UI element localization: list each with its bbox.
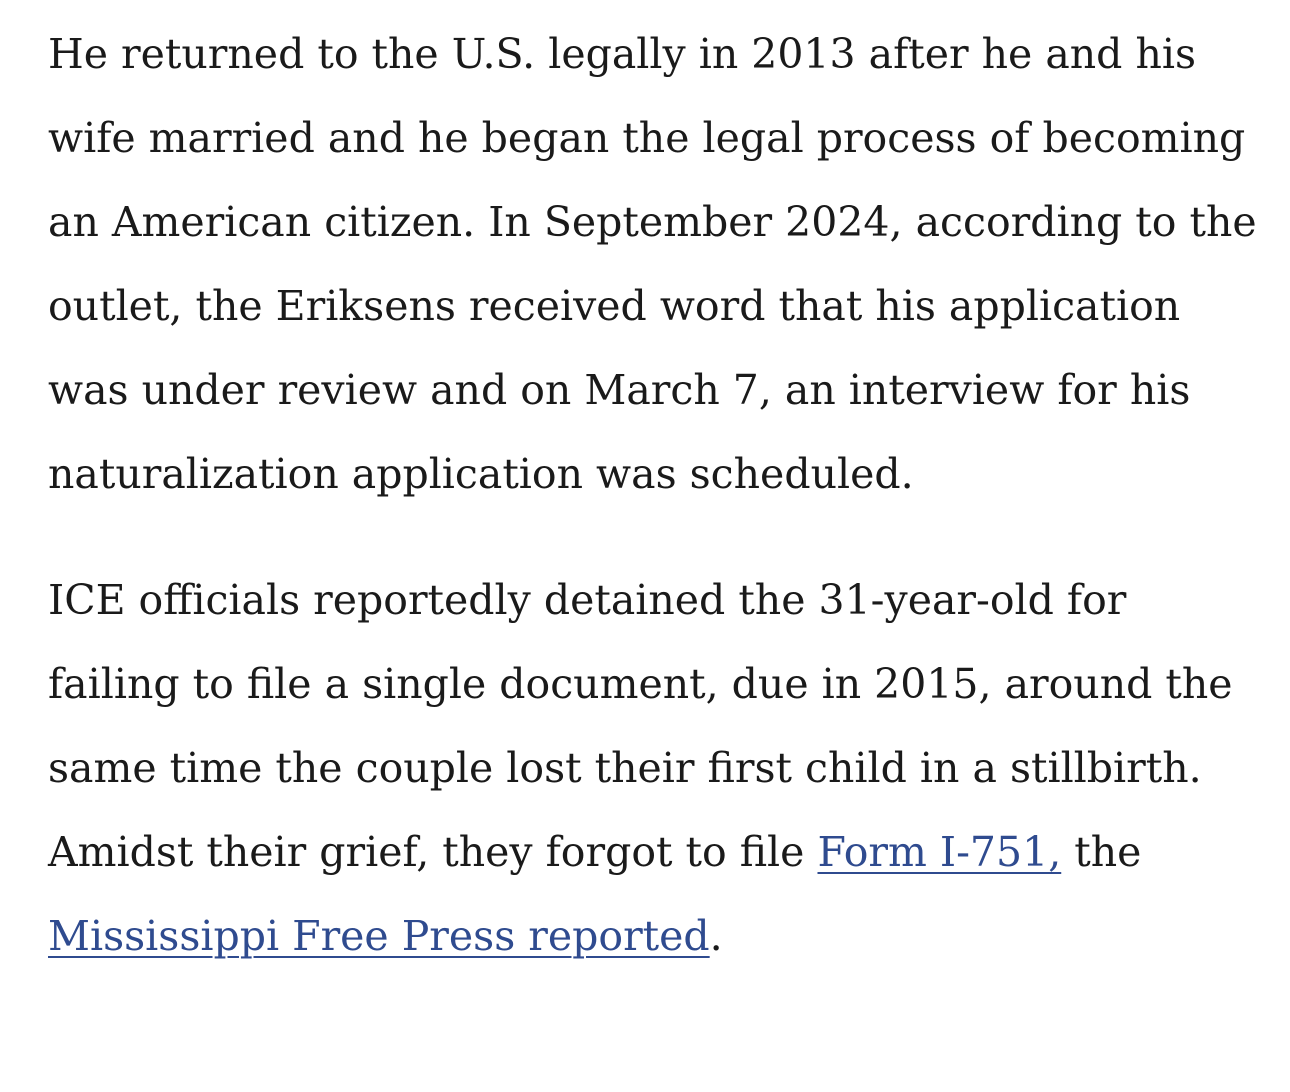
paragraph-2 [48, 558, 1268, 978]
paragraph-2-text-middle: the [1061, 828, 1142, 876]
form-i-751-link[interactable]: Form I-751, [817, 828, 1062, 876]
mississippi-free-press-link[interactable]: Mississippi Free Press reported [48, 912, 710, 960]
paragraph-2-text-start: ICE officials reportedly detained the 31-year-old for failing to file a single document, due in 2015, around the same time the couple lost their first child in a stillbirth. Amidst their grief, they forgot to file [48, 576, 1233, 876]
article-body [48, 12, 1268, 978]
paragraph-1: He returned to the U.S. legally in 2013 after he and his wife married and he began the legal process of becoming an American citizen. In September 2024, according to the outlet, the Eriksens received word that his application was under review and on March 7, an interview for his naturalization application was scheduled. [48, 30, 1257, 498]
paragraph-2-text-end: . [709, 912, 723, 960]
